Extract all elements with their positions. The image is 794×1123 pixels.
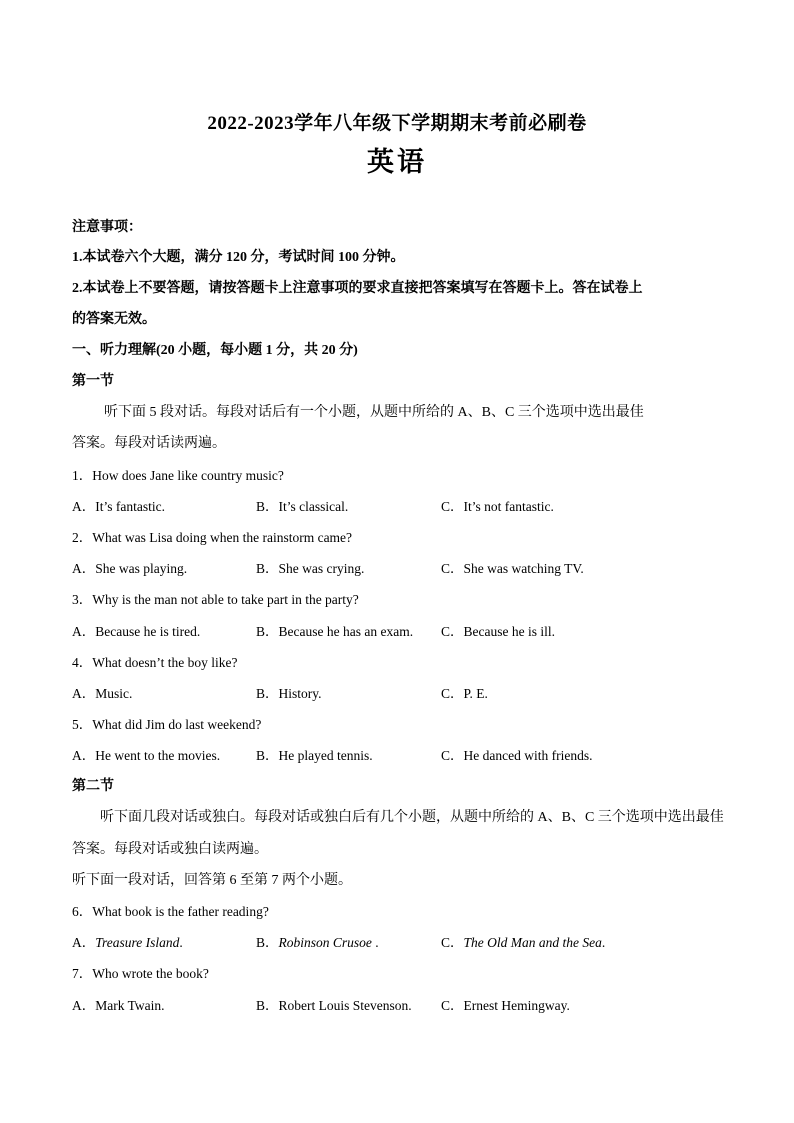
section1-heading: 第一节 — [72, 374, 114, 389]
option-a: A．Mark Twain. — [72, 998, 165, 1013]
option-c: C．Ernest Hemingway. — [441, 998, 570, 1013]
notice-item-2-line-1: 2.本试卷上不要答题，请按答题卡上注意事项的要求直接把答案填写在答题卡上。答在试卷上 — [72, 281, 643, 296]
option-punctuation: . — [601, 935, 606, 950]
book-title: Robinson Crusoe — [278, 935, 372, 950]
option-b: B．Robert Louis Stevenson. — [256, 998, 412, 1013]
part1-heading: 一、听力理解(20 小题，每小题 1 分，共 20 分) — [72, 343, 358, 358]
option-b — [256, 934, 379, 952]
section2-instructions-line-1: 听下面几段对话或独白。每段对话或独白后有几个小题，从题中所给的 A、B、C 三个选项中选出最佳 — [100, 810, 724, 825]
option-c: C．P. E. — [441, 686, 488, 701]
option-punctuation: . — [371, 935, 379, 950]
option-c: C．Because he is ill. — [441, 624, 555, 639]
option-b: B．He played tennis. — [256, 748, 373, 763]
question-stem: 2．What was Lisa doing when the rainstorm came? — [72, 530, 353, 545]
option-b: B．She was crying. — [256, 561, 365, 576]
option-a: A．Because he is tired. — [72, 624, 201, 639]
option-c: C．She was watching TV. — [441, 561, 584, 576]
option-label: B． — [256, 935, 279, 950]
question-stem: 1．How does Jane like country music? — [72, 468, 284, 483]
option-c: C．It’s not fantastic. — [441, 499, 554, 514]
question-stem: 6．What book is the father reading? — [72, 904, 269, 919]
question-stem: 4．What doesn’t the boy like? — [72, 655, 238, 670]
option-a: A．Music. — [72, 686, 133, 701]
option-a — [72, 934, 183, 952]
question-stem: 3．Why is the man not able to take part in the party? — [72, 592, 359, 607]
option-b: B．Because he has an exam. — [256, 624, 414, 639]
option-a: A．It’s fantastic. — [72, 499, 165, 514]
notice-item-2-line-2: 的答案无效。 — [72, 312, 156, 327]
section2-instructions-line-2: 答案。每段对话或独白读两遍。 — [72, 842, 268, 857]
option-a: A．He went to the movies. — [72, 748, 221, 763]
question-stem: 7．Who wrote the book? — [72, 966, 209, 981]
exam-title: 2022-2023学年八年级下学期期末考前必刷卷 — [207, 113, 587, 134]
option-b: B．It’s classical. — [256, 499, 349, 514]
option-a: A．She was playing. — [72, 561, 188, 576]
option-label: C． — [441, 935, 464, 950]
subject-title: 英语 — [367, 147, 427, 177]
section2-sub-instruction: 听下面一段对话，回答第 6 至第 7 两个小题。 — [72, 873, 352, 888]
option-punctuation: . — [179, 935, 183, 950]
book-title: The Old Man and the Sea — [463, 935, 602, 950]
book-title: Treasure Island — [95, 935, 180, 950]
notice-item-1: 1.本试卷六个大题，满分 120 分，考试时间 100 分钟。 — [72, 250, 405, 265]
option-b: B．History. — [256, 686, 322, 701]
section1-instructions-line-1: 听下面 5 段对话。每段对话后有一个小题，从题中所给的 A、B、C 三个选项中选出最佳 — [104, 405, 644, 420]
option-c — [441, 934, 605, 952]
section1-instructions-line-2: 答案。每段对话读两遍。 — [72, 436, 226, 451]
notice-heading: 注意事项： — [72, 220, 142, 235]
section2-heading: 第二节 — [72, 779, 114, 794]
option-label: A． — [72, 935, 96, 950]
option-c: C．He danced with friends. — [441, 748, 593, 763]
question-stem: 5．What did Jim do last weekend? — [72, 717, 262, 732]
